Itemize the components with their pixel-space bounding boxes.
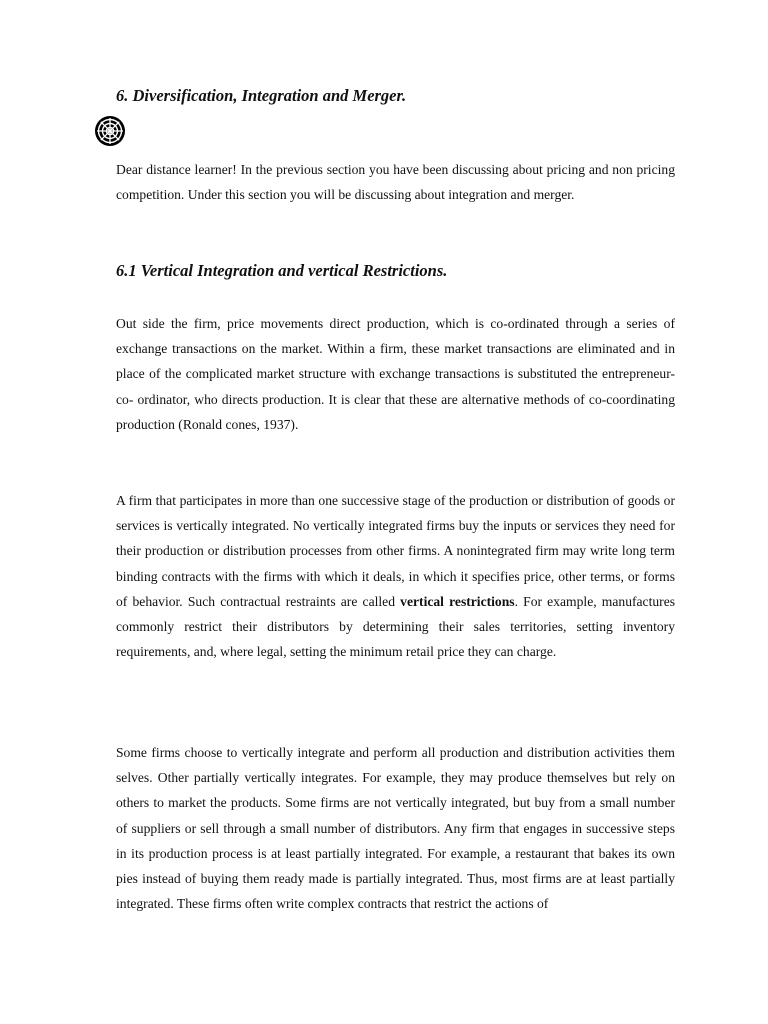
paragraph-1: Out side the firm, price movements direct production, which is co-ordinated through a series of exchange transactions on the market. Within a firm, these market transactions are eliminated and in place of the complicated market structure with exchange transactions is substituted the entrepreneur- co- ordinator, who directs production. It is clear that these are alternative methods of co-coordinating production (Ronald cones, 1937). — [116, 316, 675, 432]
paragraph-2 — [116, 488, 675, 664]
paragraph-3: Some firms choose to vertically integrate and perform all production and distribution activities them selves. Other partially vertically integrates. For example, they may produce themselves but rely on others to market the products. Some firms are not vertically integrated, but buy from a small number of suppliers or sell through a small number of distributors. Any firm that engages in successive steps in its production process is at least partially integrated. For example, a restaurant that bakes its own pies instead of buying them ready made is partially integrated. Thus, most firms are at least partially integrated. These firms often write complex contracts that restrict the actions of — [116, 745, 675, 912]
subsection-heading: 6.1 Vertical Integration and vertical Restrictions. — [116, 261, 448, 280]
paragraph-2-text-start: A firm that participates in more than one successive stage of the production or distribution of goods or services is vertically integrated. No vertically integrated firms buy the inputs or services they need for their production or distribution processes from other firms. A nonintegrated firm may write long term binding contracts with the firms with which it deals, in which it specifies price, other terms, or forms of behavior. Such contractual restraints are called — [116, 493, 675, 609]
intro-paragraph: Dear distance learner! In the previous section you have been discussing about pricing and non pricing competition. Under this section you will be discussing about integration and merger. — [116, 162, 675, 203]
section-heading: 6. Diversification, Integration and Merger. — [116, 86, 407, 105]
paragraph-2-text-end: . For example, manufactures commonly restrict their distributors by determining their sales territories, setting inventory requirements, and, where legal, setting the minimum retail price they can charge. — [116, 593, 676, 660]
web-icon — [94, 115, 126, 147]
vertical-restrictions-term: vertical restrictions — [400, 593, 515, 609]
